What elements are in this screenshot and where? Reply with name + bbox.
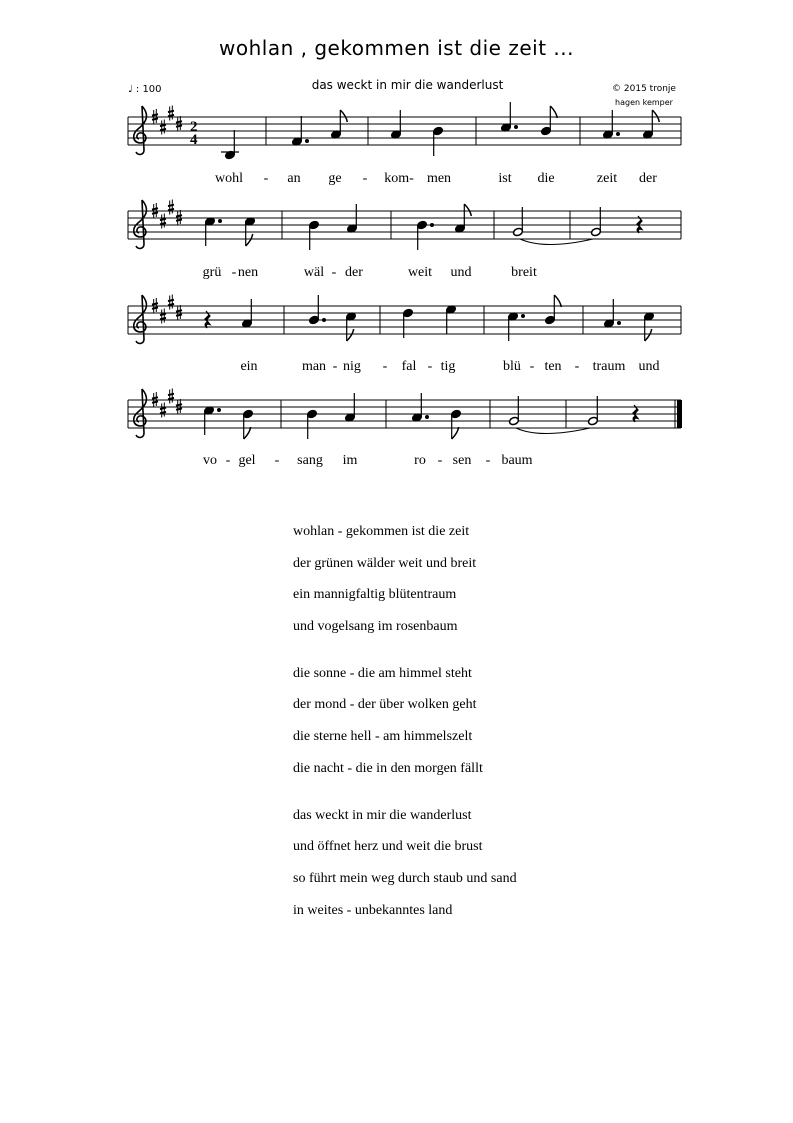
poem-line: das weckt in mir die wanderlust (293, 807, 472, 823)
svg-text:gel: gel (238, 453, 256, 468)
svg-text:ge: ge (328, 171, 342, 186)
poem-line: die sonne - die am himmel steht (293, 665, 472, 681)
poem-line: wohlan - gekommen ist die zeit (293, 524, 470, 539)
svg-text:wohl: wohl (215, 171, 243, 186)
poem-line: die sterne hell - am himmelszelt (293, 729, 473, 745)
svg-text:-: - (382, 359, 388, 374)
svg-text:-: - (332, 359, 338, 374)
sheet-music (0, 0, 793, 500)
svg-text:nig: nig (343, 359, 361, 374)
poem-stanza-1 (293, 522, 517, 649)
svg-text:und: und (450, 265, 472, 280)
svg-text:zeit: zeit (596, 171, 618, 186)
svg-text:-: - (574, 359, 580, 374)
poem-line: und öffnet herz und weit die brust (293, 839, 483, 855)
svg-text:die: die (537, 171, 555, 186)
time-signature-bottom: 4 (190, 132, 198, 148)
svg-text:im: im (342, 453, 358, 468)
svg-text:man: man (301, 359, 327, 374)
staff-system-4 (128, 389, 682, 469)
svg-text:ein: ein (240, 359, 258, 374)
svg-text:-: - (485, 453, 491, 468)
poem-text (293, 522, 517, 947)
author-name: hagen kemper (615, 98, 673, 107)
svg-text:vo: vo (203, 453, 217, 468)
svg-text:baum: baum (501, 453, 533, 468)
svg-text:ist: ist (498, 171, 512, 186)
song-subtitle: das weckt in mir die wanderlust (311, 78, 504, 92)
treble-clef-icon (134, 106, 147, 154)
svg-text:-: - (362, 171, 368, 186)
key-signature (152, 106, 182, 135)
svg-text:blü: blü (503, 359, 521, 374)
svg-text:und: und (638, 359, 660, 374)
svg-text:sang: sang (297, 453, 323, 468)
svg-text:breit: breit (511, 265, 537, 280)
svg-text:kom-: kom- (384, 171, 414, 186)
poem-line: ein mannigfaltig blütentraum (293, 587, 457, 603)
svg-text:-: - (437, 453, 443, 468)
lyrics-system-2 (203, 265, 537, 280)
lyrics-system-1 (215, 171, 657, 186)
poem-line: die nacht - die in den morgen fällt (293, 760, 483, 776)
svg-text:an: an (287, 171, 301, 186)
svg-text:-: - (274, 453, 280, 468)
svg-text:-: - (529, 359, 535, 374)
svg-text:traum: traum (592, 359, 626, 374)
svg-text:men: men (426, 171, 452, 186)
tempo-marking: ♩ : 100 (128, 84, 162, 95)
song-title: wohlan , gekommen ist die zeit ... (219, 36, 574, 60)
svg-text:fal: fal (401, 359, 417, 374)
svg-text:-: - (231, 265, 237, 280)
svg-text:-: - (263, 171, 269, 186)
poem-line: und vogelsang im rosenbaum (293, 619, 458, 635)
key-signature (152, 200, 182, 229)
final-barline (677, 400, 682, 428)
svg-text:sen: sen (452, 453, 472, 468)
poem-line: der mond - der über wolken geht (293, 697, 477, 713)
treble-clef-icon (134, 389, 147, 437)
lyrics-system-4 (203, 453, 533, 468)
treble-clef-icon (134, 200, 147, 248)
staff-system-3 (128, 295, 681, 375)
svg-text:-: - (427, 359, 433, 374)
staff-system-2 (128, 200, 681, 281)
key-signature (152, 295, 182, 324)
svg-text:tig: tig (440, 359, 456, 374)
lyrics-system-3 (240, 359, 659, 374)
poem-line: in weites - unbekanntes land (293, 902, 453, 918)
copyright-text: © 2015 tronje (612, 84, 676, 94)
svg-text:grü: grü (202, 265, 222, 280)
svg-text:ten: ten (544, 359, 562, 374)
svg-text:-: - (225, 453, 231, 468)
svg-text:der: der (639, 171, 657, 186)
staff-system-1 (128, 102, 681, 186)
poem-line: so führt mein weg durch staub und sand (293, 870, 517, 886)
svg-text:der: der (345, 265, 363, 280)
poem-stanza-3 (293, 806, 517, 933)
poem-stanza-2 (293, 664, 517, 791)
key-signature (152, 389, 182, 418)
time-signature-top: 2 (190, 119, 198, 135)
treble-clef-icon (134, 295, 147, 343)
poem-line: der grünen wälder weit und breit (293, 555, 477, 571)
svg-text:wäl: wäl (303, 265, 325, 280)
svg-text:nen: nen (237, 265, 259, 280)
svg-text:-: - (331, 265, 337, 280)
svg-text:weit: weit (407, 265, 433, 280)
svg-text:ro: ro (414, 453, 426, 468)
